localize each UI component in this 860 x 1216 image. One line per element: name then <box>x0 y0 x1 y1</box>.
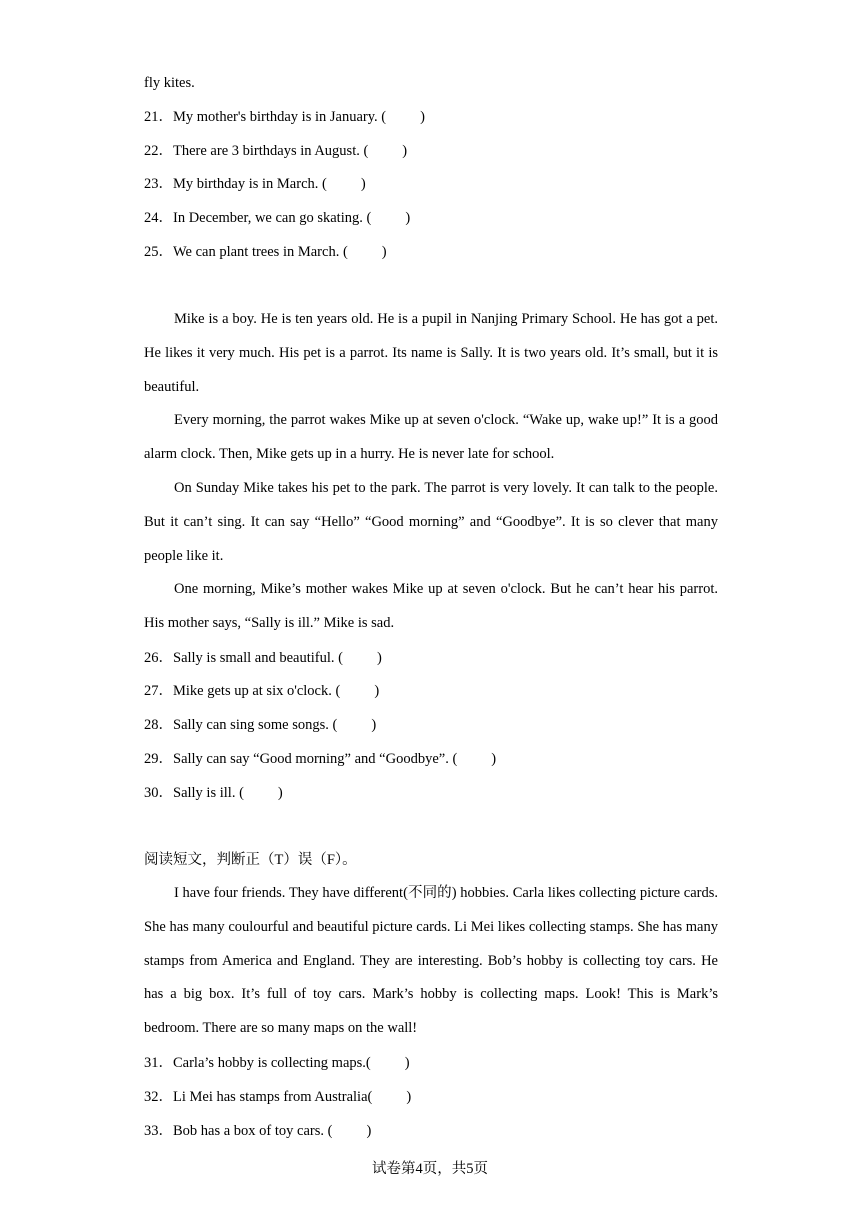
question-close: ) <box>402 143 408 159</box>
question-32 <box>144 1087 411 1107</box>
question-28 <box>144 715 376 735</box>
question-24 <box>144 208 410 228</box>
question-text: My mother's birthday is in January. ( <box>173 109 387 125</box>
question-close: ) <box>420 109 425 125</box>
question-text: Sally is ill. ( <box>173 785 244 801</box>
question-number: 24． <box>144 210 173 226</box>
question-26 <box>144 648 382 668</box>
question-close: ) <box>405 210 411 226</box>
question-27 <box>144 681 379 701</box>
question-close: ) <box>376 650 382 666</box>
question-close: ) <box>404 1055 410 1071</box>
question-33 <box>144 1121 371 1141</box>
question-number: 33． <box>144 1123 173 1139</box>
question-number: 25． <box>144 244 173 260</box>
passage-paragraph-hobbies: I have four friends. They have different(不同的) hobbies. Carla likes collecting picture cards. She has many coulourful and beautiful picture cards. Li Mei likes collecting stamps. She has many stamps from America and England. They are interesting. Bob’s hobby is collecting toy cars. He has a big box. It’s full of toy cars. Mark’s hobby is collecting maps. Look! This is Mark’s bedroom. There are so many maps on the wall! <box>144 885 718 1037</box>
question-text: Sally is small and beautiful. ( <box>173 650 343 666</box>
question-31 <box>144 1053 410 1073</box>
question-close: ) <box>366 1123 372 1139</box>
question-close: ) <box>381 244 387 260</box>
question-close: ) <box>277 785 283 801</box>
question-21 <box>144 107 425 127</box>
question-29 <box>144 749 496 769</box>
passage-paragraph-2: Every morning, the parrot wakes Mike up at seven o'clock. “Wake up, wake up!” It is a good alarm clock. Then, Mike gets up in a hurry. He is never late for school. <box>144 412 718 462</box>
passage-paragraph-3: On Sunday Mike takes his pet to the park. The parrot is very lovely. It can talk to the people. But it can’t sing. It can say “Hello” “Good morning” and “Goodbye”. It is so clever that many people like it. <box>144 480 718 564</box>
question-text: In December, we can go skating. ( <box>173 210 372 226</box>
question-number: 23． <box>144 176 173 192</box>
question-text: Li Mei has stamps from Australia( <box>173 1089 373 1105</box>
question-text: There are 3 birthdays in August. ( <box>173 143 369 159</box>
question-text: My birthday is in March. ( <box>173 176 327 192</box>
question-25 <box>144 242 387 262</box>
question-text: Bob has a box of toy cars. ( <box>173 1123 333 1139</box>
question-number: 31． <box>144 1055 173 1071</box>
passage-paragraph-1: Mike is a boy. He is ten years old. He is a pupil in Nanjing Primary School. He has got a pet. He likes it very much. His pet is a parrot. Its name is Sally. It is two years old. It’s small, but it is beautiful. <box>144 311 718 395</box>
question-22 <box>144 141 407 161</box>
question-close: ) <box>374 683 380 699</box>
question-number: 28． <box>144 717 173 733</box>
question-number: 26． <box>144 650 173 666</box>
question-text: Mike gets up at six o'clock. ( <box>173 683 341 699</box>
question-number: 29． <box>144 751 173 767</box>
question-text: We can plant trees in March. ( <box>173 244 348 260</box>
question-text: Sally can sing some songs. ( <box>173 717 338 733</box>
question-23 <box>144 174 366 194</box>
question-text: Sally can say “Good morning” and “Goodbye”. ( <box>173 751 458 767</box>
question-close: ) <box>406 1089 412 1105</box>
question-number: 21． <box>144 109 173 125</box>
question-close: ) <box>371 717 377 733</box>
question-text: Carla’s hobby is collecting maps.( <box>173 1055 371 1071</box>
passage-paragraph-4: One morning, Mike’s mother wakes Mike up at seven o'clock. But he can’t hear his parrot. His mother says, “Sally is ill.” Mike is sad. <box>144 581 718 631</box>
page-footer: 试卷第4页，共5页 <box>372 1161 488 1177</box>
question-number: 27． <box>144 683 173 699</box>
section-instruction: 阅读短文，判断正（T）误（F）。 <box>144 852 357 868</box>
passage-continuation: fly kites. <box>144 75 195 91</box>
question-30 <box>144 783 283 803</box>
question-close: ) <box>360 176 366 192</box>
question-number: 30． <box>144 785 173 801</box>
question-number: 32． <box>144 1089 173 1105</box>
question-number: 22． <box>144 143 173 159</box>
question-close: ) <box>491 751 497 767</box>
